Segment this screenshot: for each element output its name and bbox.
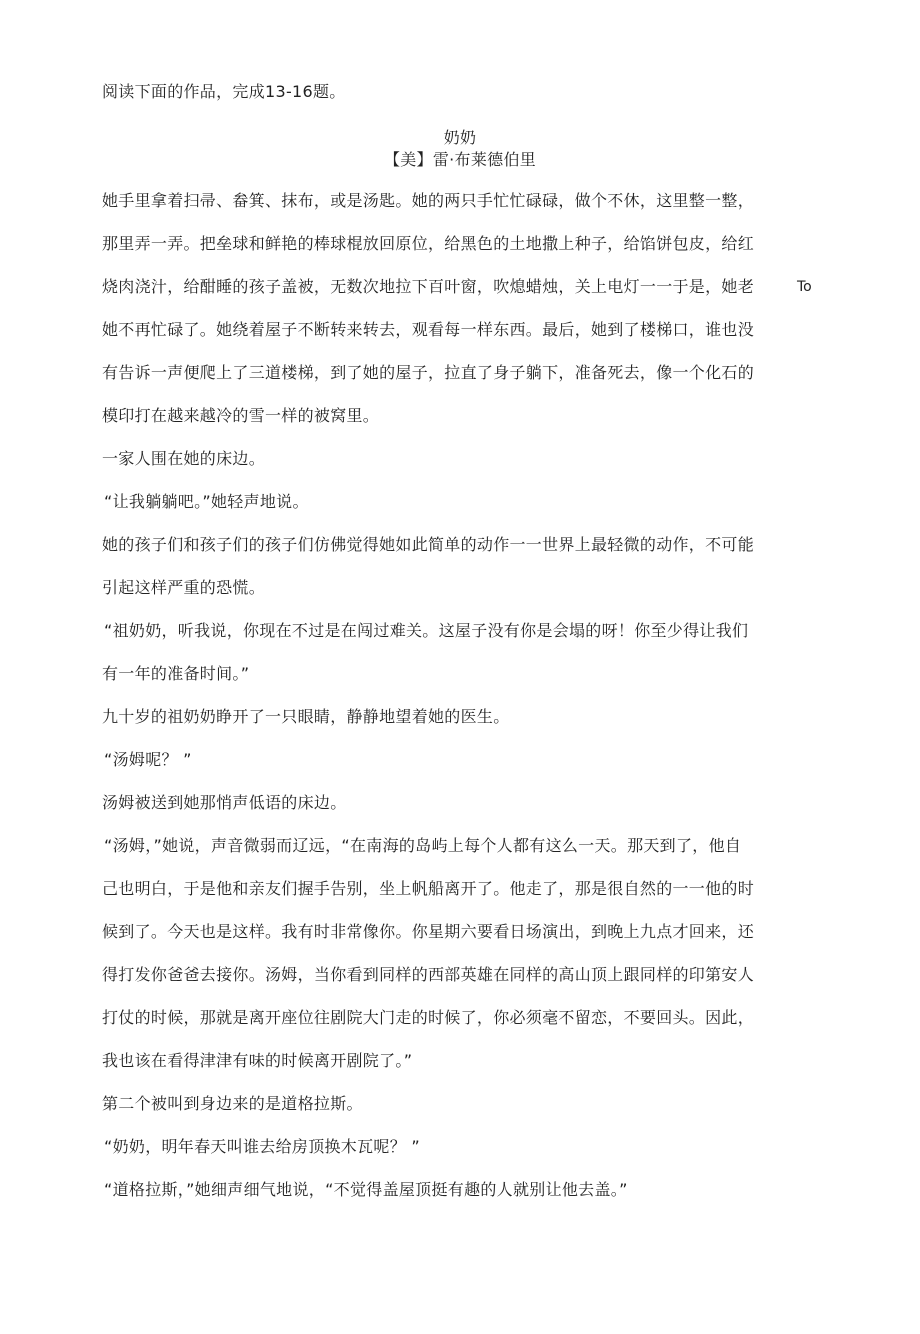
paragraph-line: 得打发你爸爸去接你。汤姆，当你看到同样的西部英雄在同样的高山顶上跟同样的印第安人 (102, 965, 755, 984)
paragraph-line: 有告诉一声便爬上了三道楼梯，到了她的屋子，拉直了身子躺下，准备死去，像一个化石的 (102, 363, 755, 382)
paragraph-line: 一家人围在她的床边。 (102, 449, 266, 468)
paragraph-line: 她手里拿着扫帚、畚箕、抹布，或是汤匙。她的两只手忙忙碌碌，做个不休，这里整一整， (102, 191, 755, 210)
paragraph-line: 己也明白，于是他和亲友们握手告别，坐上帆船离开了。他走了，那是很自然的一一他的时 (102, 879, 755, 898)
dialogue-line: “让我躺躺吧。”她轻声地说。 (104, 492, 309, 511)
paragraph-line: 第二个被叫到身边来的是道格拉斯。 (102, 1094, 363, 1113)
intro-instruction: 阅读下面的作品，完成13-16题。 (102, 82, 346, 101)
paragraph-line: 引起这样严重的恐慌。 (102, 578, 266, 597)
paragraph-line: 她的孩子们和孩子们的孩子们仿佛觉得她如此简单的动作一一世界上最轻微的动作，不可能 (102, 535, 755, 554)
paragraph-line: 她不再忙碌了。她绕着屋子不断转来转去，观看每一样东西。最后，她到了楼梯口，谁也没 (102, 320, 755, 339)
dialogue-line: “祖奶奶，听我说，你现在不过是在闯过难关。这屋子没有你是会塌的呀！你至少得让我们 (104, 621, 749, 640)
paragraph-line: 我也该在看得津津有味的时候离开剧院了。” (102, 1051, 413, 1070)
paragraph-line: 那里弄一弄。把垒球和鲜艳的棒球棍放回原位，给黑色的土地撒上种子，给馅饼包皮，给红 (102, 234, 755, 253)
dialogue-line: “汤姆，”她说，声音微弱而辽远，“在南海的岛屿上每个人都有这么一天。那天到了，他自 (104, 836, 742, 855)
article-title: 奶奶 (443, 128, 477, 147)
paragraph-line: 汤姆被送到她那悄声低语的床边。 (102, 793, 347, 812)
paragraph-line: 烧肉浇汁，给酣睡的孩子盖被，无数次地拉下百叶窗，吹熄蜡烛，关上电灯一一于是，她老 (102, 277, 755, 296)
paragraph-line: 有一年的准备时间。” (102, 664, 250, 683)
paragraph-line: 打仗的时候，那就是离开座位往剧院大门走的时候了，你必须毫不留恋，不要回头。因此， (102, 1008, 755, 1027)
article-author: 【美】雷·布莱德伯里 (383, 150, 537, 169)
dialogue-line: “汤姆呢？ ” (104, 750, 192, 769)
paragraph-line: 候到了。今天也是这样。我有时非常像你。你星期六要看日场演出，到晚上九点才回来，还 (102, 922, 755, 941)
stray-token: To (797, 279, 812, 295)
dialogue-line: “奶奶，明年春天叫谁去给房顶换木瓦呢？ ” (104, 1137, 420, 1156)
paragraph-line: 九十岁的祖奶奶睁开了一只眼睛，静静地望着她的医生。 (102, 707, 510, 726)
dialogue-line: “道格拉斯，”她细声细气地说，“不觉得盖屋顶挺有趣的人就别让他去盖。” (104, 1180, 628, 1199)
paragraph-line: 模印打在越来越冷的雪一样的被窝里。 (102, 406, 380, 425)
